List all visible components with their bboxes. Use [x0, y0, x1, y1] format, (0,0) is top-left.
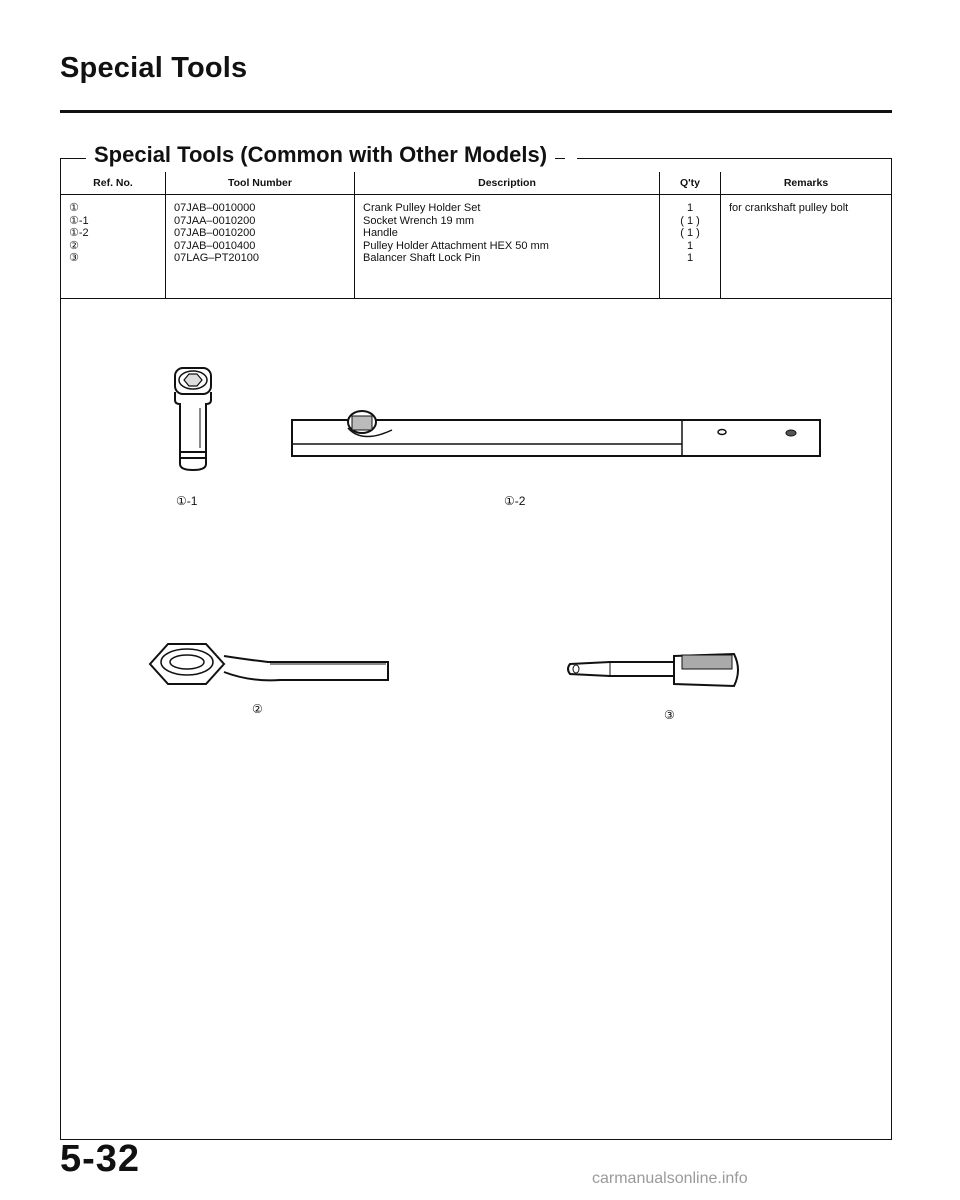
tool-number: 07JAB–0010200 [174, 227, 256, 240]
ref-no: ①-2 [69, 227, 89, 240]
tool-number: 07LAG–PT20100 [174, 252, 260, 265]
tool-number: 07JAB–0010000 [174, 202, 256, 214]
tool-description: Balancer Shaft Lock Pin [363, 252, 481, 265]
tool-qty: 1 [686, 252, 694, 265]
section-title: Special Tools (Common with Other Models) [86, 142, 555, 168]
lock-pin-caption: ③ [664, 708, 675, 722]
table-row [61, 195, 891, 299]
tool-qty: 1 [686, 202, 694, 214]
ref-no: ② [69, 239, 79, 252]
tool-description: Socket Wrench 19 mm [363, 214, 475, 227]
ref-no: ①-1 [69, 214, 89, 227]
lock-pin-illustration [564, 646, 754, 696]
handle-illustration [290, 404, 830, 464]
special-tools-table [61, 172, 891, 299]
header-remarks: Remarks [721, 172, 892, 195]
remarks-cell [721, 195, 892, 299]
header-description: Description [355, 172, 660, 195]
tool-number: 07JAB–0010400 [174, 239, 256, 252]
tool-qty: 1 [686, 239, 694, 252]
tool-description: Handle [363, 227, 398, 240]
socket-wrench-illustration [160, 360, 230, 490]
ref-no-cell [61, 195, 166, 299]
page-title: Special Tools [60, 52, 248, 84]
tool-description: Crank Pulley Holder Set [363, 202, 481, 214]
header-tool-number: Tool Number [166, 172, 355, 195]
tool-qty: ( 1 ) [680, 214, 700, 227]
page-number: 5-32 [60, 1138, 141, 1180]
title-rule [60, 110, 892, 113]
ref-no: ① [69, 202, 79, 214]
socket-caption: ①-1 [176, 494, 198, 508]
header-ref-no: Ref. No. [61, 172, 166, 195]
pulley-holder-attachment-illustration [140, 634, 400, 694]
tool-number-cell [166, 195, 355, 299]
table-header-row [61, 172, 891, 195]
tool-qty: ( 1 ) [680, 227, 700, 240]
qty-cell [660, 195, 721, 299]
description-cell [355, 195, 660, 299]
attachment-caption: ② [252, 702, 263, 716]
tool-description: Pulley Holder Attachment HEX 50 mm [363, 239, 549, 252]
tool-remarks: for crankshaft pulley bolt [729, 202, 849, 214]
watermark-text: carmanualsonline.info [592, 1170, 748, 1187]
handle-caption: ①-2 [504, 494, 526, 508]
header-qty: Q'ty [660, 172, 721, 195]
tool-number: 07JAA–0010200 [174, 214, 256, 227]
ref-no: ③ [69, 252, 79, 265]
